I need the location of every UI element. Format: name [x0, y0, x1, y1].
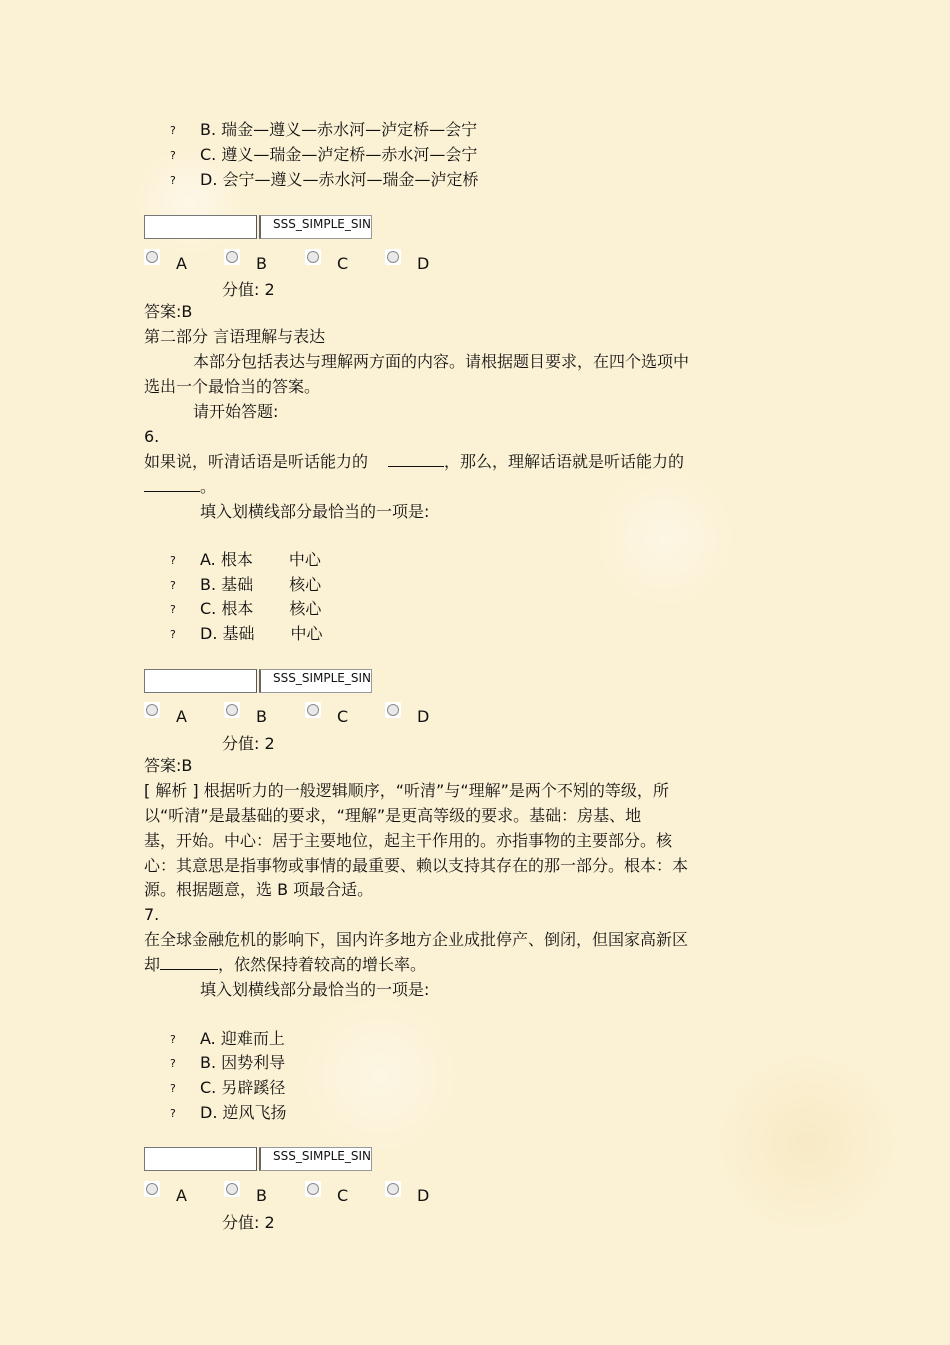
answer-input[interactable]	[144, 215, 257, 239]
answer-input[interactable]	[144, 669, 257, 693]
radio-icon	[385, 1181, 401, 1197]
radio-icon	[305, 702, 321, 718]
list-item[interactable]: ? A. 根本 中心	[170, 550, 321, 569]
list-item[interactable]: ? C. 遵义—瑞金—泸定桥—赤水河—会宁	[170, 145, 478, 164]
answer-type-field: SSS_SIMPLE_SIN	[259, 669, 372, 693]
list-item[interactable]: ? C. 根本 核心	[170, 599, 322, 618]
bullet-glyph: ?	[170, 553, 176, 567]
radio-icon	[305, 249, 321, 265]
radio-icon	[224, 702, 240, 718]
bullet-glyph: ?	[170, 1106, 176, 1120]
answer-type-field: SSS_SIMPLE_SIN	[259, 1147, 372, 1171]
bullet-glyph: ?	[170, 148, 176, 162]
list-item[interactable]: ? B. 瑞金—遵义—赤水河—泸定桥—会宁	[170, 120, 478, 139]
list-item[interactable]: ? C. 另辟蹊径	[170, 1078, 286, 1097]
section-description: 本部分包括表达与理解两方面的内容。请根据题目要求，在四个选项中	[193, 352, 690, 371]
radio-icon	[144, 249, 160, 265]
blank-line	[144, 477, 200, 492]
radio-icon	[385, 702, 401, 718]
blank-line	[160, 955, 218, 970]
section-title: 第二部分 言语理解与表达	[144, 327, 326, 346]
document-page: ? B. 瑞金—遵义—赤水河—泸定桥—会宁 ? C. 遵义—瑞金—泸定桥—赤水河—会宁 ? D. 会宁—遵义—赤水河—瑞金—泸定桥 SSS_SIMPLE_SIN A B C D 分值: 2 答案:B 第二部分 言语理解与表达 本部分包括表达与理解两方面的内容。请根据题目要求，在四个选项中 选出一个最恰当的答案。 请开始答题: 6. 如果说，听清话语是听话能力的 ，那么，理解话语就是听话能力的 。 填入划横线部分最恰当的一项是: ? A. 根本 中心 ? B. 基础 核心 ? C. 根本 核心 ? D. 基础 中心 SSS_SIMPLE_SIN A B C D 分值: 2 答案:B [ 解析 ] 根据听力的一般逻辑顺序，“听清”与“理解”是两个不矧的等级，所 以“听清”是最基础的要求，“理解”是更高等级的要求。基础：房基、地 基，开始。中心：居于主要地位，起主干作用的。亦指事物的主要部分。核 心：其意思是指事物或事情的最重要、赖以支持其存在的那一部分。根本：本 源。根据题意，选 B 项最合适。 7. 在全球金融危机的影响下，国内许多地方企业成批停产、倒闭，但国家高新区 却 ，依然保持着较高的增长率。 填入划横线部分最恰当的一项是: ? A. 迎难而上 ? B. 因势利导 ? C. 另辟蹊径 ? D. 逆风飞扬 SSS_SIMPLE_SIN A B C D 分值: 2	[144, 120, 690, 1232]
question-number: 7.	[144, 905, 160, 924]
answer-label: 答案:B	[144, 302, 193, 321]
radio-icon	[305, 1181, 321, 1197]
question-number: 6.	[144, 427, 160, 446]
question-text: 如果说，听清话语是听话能力的 ，那么，理解话语就是听话能力的	[144, 452, 685, 471]
answer-label: 答案:B	[144, 756, 193, 775]
list-item[interactable]: ? D. 逆风飞扬	[170, 1103, 287, 1122]
question-text: 。	[144, 477, 216, 497]
list-item[interactable]: ? B. 基础 核心	[170, 575, 322, 594]
list-item[interactable]: ? B. 因势利导	[170, 1053, 286, 1072]
answer-input[interactable]	[144, 1147, 257, 1171]
score-label: 分值: 2	[222, 280, 275, 299]
score-label: 分值: 2	[222, 734, 275, 753]
answer-type-field: SSS_SIMPLE_SIN	[259, 215, 372, 239]
bullet-glyph: ?	[170, 578, 176, 592]
radio-icon	[144, 702, 160, 718]
bullet-glyph: ?	[170, 1056, 176, 1070]
analysis-text: 心：其意思是指事物或事情的最重要、赖以支持其存在的那一部分。根本：本	[144, 856, 689, 875]
list-item[interactable]: ? A. 迎难而上	[170, 1029, 285, 1048]
question-text: 却 ，依然保持着较高的增长率。	[144, 955, 427, 974]
radio-icon	[224, 249, 240, 265]
bullet-glyph: ?	[170, 173, 176, 187]
start-prompt: 请开始答题:	[193, 402, 279, 421]
fill-prompt: 填入划横线部分最恰当的一项是:	[200, 502, 430, 521]
blank-line	[388, 452, 444, 467]
analysis-text: 源。根据题意，选 B 项最合适。	[144, 880, 374, 899]
bullet-glyph: ?	[170, 1081, 176, 1095]
analysis-text: 基，开始。中心：居于主要地位，起主干作用的。亦指事物的主要部分。核	[144, 831, 673, 850]
score-label: 分值: 2	[222, 1213, 275, 1232]
question-text: 在全球金融危机的影响下，国内许多地方企业成批停产、倒闭，但国家高新区	[144, 930, 689, 949]
bullet-glyph: ?	[170, 123, 176, 137]
analysis-text: [ 解析 ] 根据听力的一般逻辑顺序，“听清”与“理解”是两个不矧的等级，所	[144, 781, 669, 800]
bullet-glyph: ?	[170, 602, 176, 616]
radio-icon	[385, 249, 401, 265]
radio-icon	[224, 1181, 240, 1197]
section-description: 选出一个最恰当的答案。	[144, 377, 321, 396]
bullet-glyph: ?	[170, 1032, 176, 1046]
list-item[interactable]: ? D. 会宁—遵义—赤水河—瑞金—泸定桥	[170, 170, 479, 189]
fill-prompt: 填入划横线部分最恰当的一项是:	[200, 980, 430, 999]
bullet-glyph: ?	[170, 627, 176, 641]
list-item[interactable]: ? D. 基础 中心	[170, 624, 323, 643]
analysis-text: 以“听清”是最基础的要求，“理解”是更高等级的要求。基础：房基、地	[144, 806, 642, 825]
radio-icon	[144, 1181, 160, 1197]
